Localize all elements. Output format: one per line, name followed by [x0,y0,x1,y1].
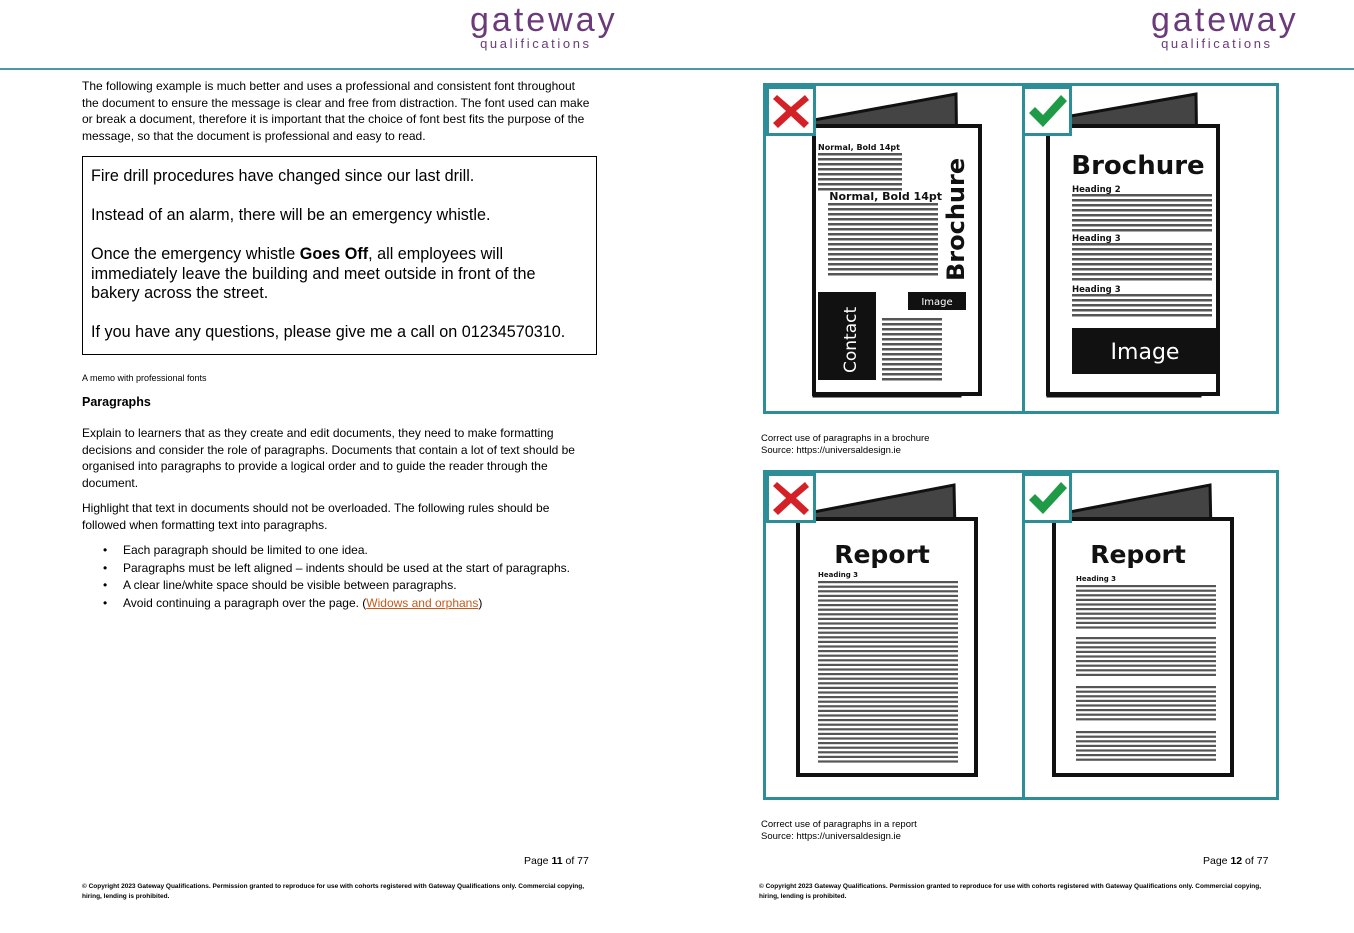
text-line [1076,740,1216,742]
intro-paragraph: The following example is much better and uses a professional and consistent font throughout the document to ensure the message is clear and free from distraction. The font used can make or break a document, therefore it is important that the choice of font best fits the purpose of the message, so that the document is professional and easy to read. [82,79,590,144]
text-line [818,673,958,675]
text-line [1076,613,1216,615]
memo-line: Instead of an alarm, there will be an emergency whistle. [91,206,491,224]
text-line [818,733,958,735]
list-item: • Each paragraph should be limited to one idea. [103,543,368,557]
text-line [1076,642,1216,644]
text-line [1076,660,1216,662]
text-line [1076,745,1216,747]
text-line [818,714,958,716]
section-heading: Paragraphs [82,395,151,409]
cross-icon [769,476,813,520]
text-line [818,705,958,707]
check-mark [1022,86,1072,136]
report-bad [766,473,1021,797]
text-line [1076,731,1216,733]
memo-example [82,156,597,355]
text-line [1076,754,1216,756]
rules-list [103,542,623,612]
text-line [818,687,958,689]
text-line [1076,599,1216,601]
list-item: • A clear line/white space should be visible between paragraphs. [103,578,457,592]
text-line [818,609,958,611]
text-line [818,581,958,583]
text-line [1076,714,1216,716]
text-line [1076,651,1216,653]
text-line [1076,669,1216,671]
text-line [818,622,958,624]
figure-caption: Correct use of paragraphs in a report Source: https://universaldesign.ie [761,819,917,842]
text-line [1076,655,1216,657]
text-line [1076,749,1216,751]
text-line [1076,622,1216,624]
text-line [1076,594,1216,596]
text-line [818,710,958,712]
gateway-logo: gateway qualifications [470,1,618,51]
header-rule [677,68,1354,70]
text-line [818,678,958,680]
text-line [818,590,958,592]
text-line [818,664,958,666]
text-line [818,595,958,597]
text-line [1076,617,1216,619]
list-item: • Paragraphs must be left aligned – indents should be used at the start of paragraphs. [103,560,570,575]
brochure-good-heading: Heading 2 [1072,185,1121,195]
brochure-bad [766,86,1021,411]
text-line [818,719,958,721]
text-line [1076,590,1216,592]
text-line [818,627,958,629]
report-good-title: Report [1090,540,1186,569]
text-line [818,701,958,703]
brochure-good-image-label: Image [1110,340,1180,365]
copyright-notice: © Copyright 2023 Gateway Qualifications. Permission granted to reproduce for use with cohorts registered with Gateway Qualifications only. Commercial copying, hiring, lending is prohibited. [82,883,585,900]
paragraph: Explain to learners that as they create and edit documents, they need to make formatting decisions and consider the role of paragraphs. Documents that contain a lot of text should be organised into paragraphs to provide a logical order and to guide the reader through the document. [82,426,575,491]
cross-mark [766,473,816,523]
text-line [818,756,958,758]
text-line [818,641,958,643]
text-line [1076,626,1216,628]
text-line [818,668,958,670]
page-12 [677,0,1354,933]
list-item: • Avoid continuing a paragraph over the page. (Widows and orphans) [103,595,483,610]
text-line [818,636,958,638]
text-line [818,604,958,606]
brochure-bad-image-label: Image [921,297,953,308]
text-line [1076,691,1216,693]
text-line [818,751,958,753]
text-line [1076,736,1216,738]
text-line [1076,695,1216,697]
check-icon [1025,476,1069,520]
brochure-good [1024,86,1279,411]
text-line [818,728,958,730]
brochure-figure [763,83,1279,414]
text-line [818,682,958,684]
page-number: Page 12 of 77 [1203,855,1269,867]
page-number: Page 11 of 77 [524,855,589,867]
text-line [1076,700,1216,702]
text-line [1076,759,1216,761]
text-line [818,645,958,647]
report-bad-title: Report [834,540,930,569]
header-rule [0,68,677,70]
text-line [818,659,958,661]
paragraph: Highlight that text in documents should not be overloaded. The following rules should be followed when formatting text into paragraphs. [82,501,550,532]
text-line [818,613,958,615]
figure-caption: Correct use of paragraphs in a brochure Source: https://universaldesign.ie [761,433,930,456]
brochure-bad-contact: Contact [841,306,861,373]
text-line [1076,585,1216,587]
text-line [1076,646,1216,648]
memo-line: Fire drill procedures have changed since our last drill. [91,167,475,185]
copyright-notice: © Copyright 2023 Gateway Qualifications. Permission granted to reproduce for use with cohorts registered with Gateway Qualifications only. Commercial copying, hiring, lending is prohibited. [759,883,1262,900]
memo-line: If you have any questions, please give me a call on 01234570310. [91,323,566,341]
brochure-bad-heading: Normal, Bold 14pt [818,143,900,152]
text-line [1076,665,1216,667]
text-line [818,618,958,620]
text-line [818,632,958,634]
check-mark [1022,473,1072,523]
report-good [1024,473,1279,797]
widows-orphans-link[interactable]: Widows and orphans [366,595,479,610]
brochure-good-heading: Heading 3 [1072,234,1121,244]
memo-line: Once the emergency whistle Goes Off, all employees will immediately leave the building and meet outside in front of the bakery across the street. [91,245,536,302]
text-line [1076,704,1216,706]
text-line [818,586,958,588]
cross-icon [769,89,813,133]
brochure-bad-title: Brochure [942,157,970,281]
text-line [818,655,958,657]
text-line [818,760,958,762]
text-line [1076,686,1216,688]
brochure-good-title: Brochure [1071,151,1205,181]
check-icon [1025,89,1069,133]
cross-mark [766,86,816,136]
text-line [1076,709,1216,711]
text-line [818,724,958,726]
text-line [818,747,958,749]
text-line [1076,603,1216,605]
text-line [818,696,958,698]
text-line [818,742,958,744]
gateway-logo: gateway qualifications [1151,1,1299,51]
text-line [1076,637,1216,639]
report-good-heading: Heading 3 [1076,575,1117,583]
text-line [1076,674,1216,676]
memo-caption: A memo with professional fonts [82,373,207,383]
report-bad-heading: Heading 3 [818,571,859,579]
text-line [818,599,958,601]
text-line [818,737,958,739]
text-line [1076,718,1216,720]
brochure-bad-heading: Normal, Bold 14pt [829,190,942,203]
text-line [1076,608,1216,610]
text-line [818,691,958,693]
brochure-good-heading: Heading 3 [1072,285,1121,295]
report-figure [763,470,1279,800]
text-line [818,650,958,652]
